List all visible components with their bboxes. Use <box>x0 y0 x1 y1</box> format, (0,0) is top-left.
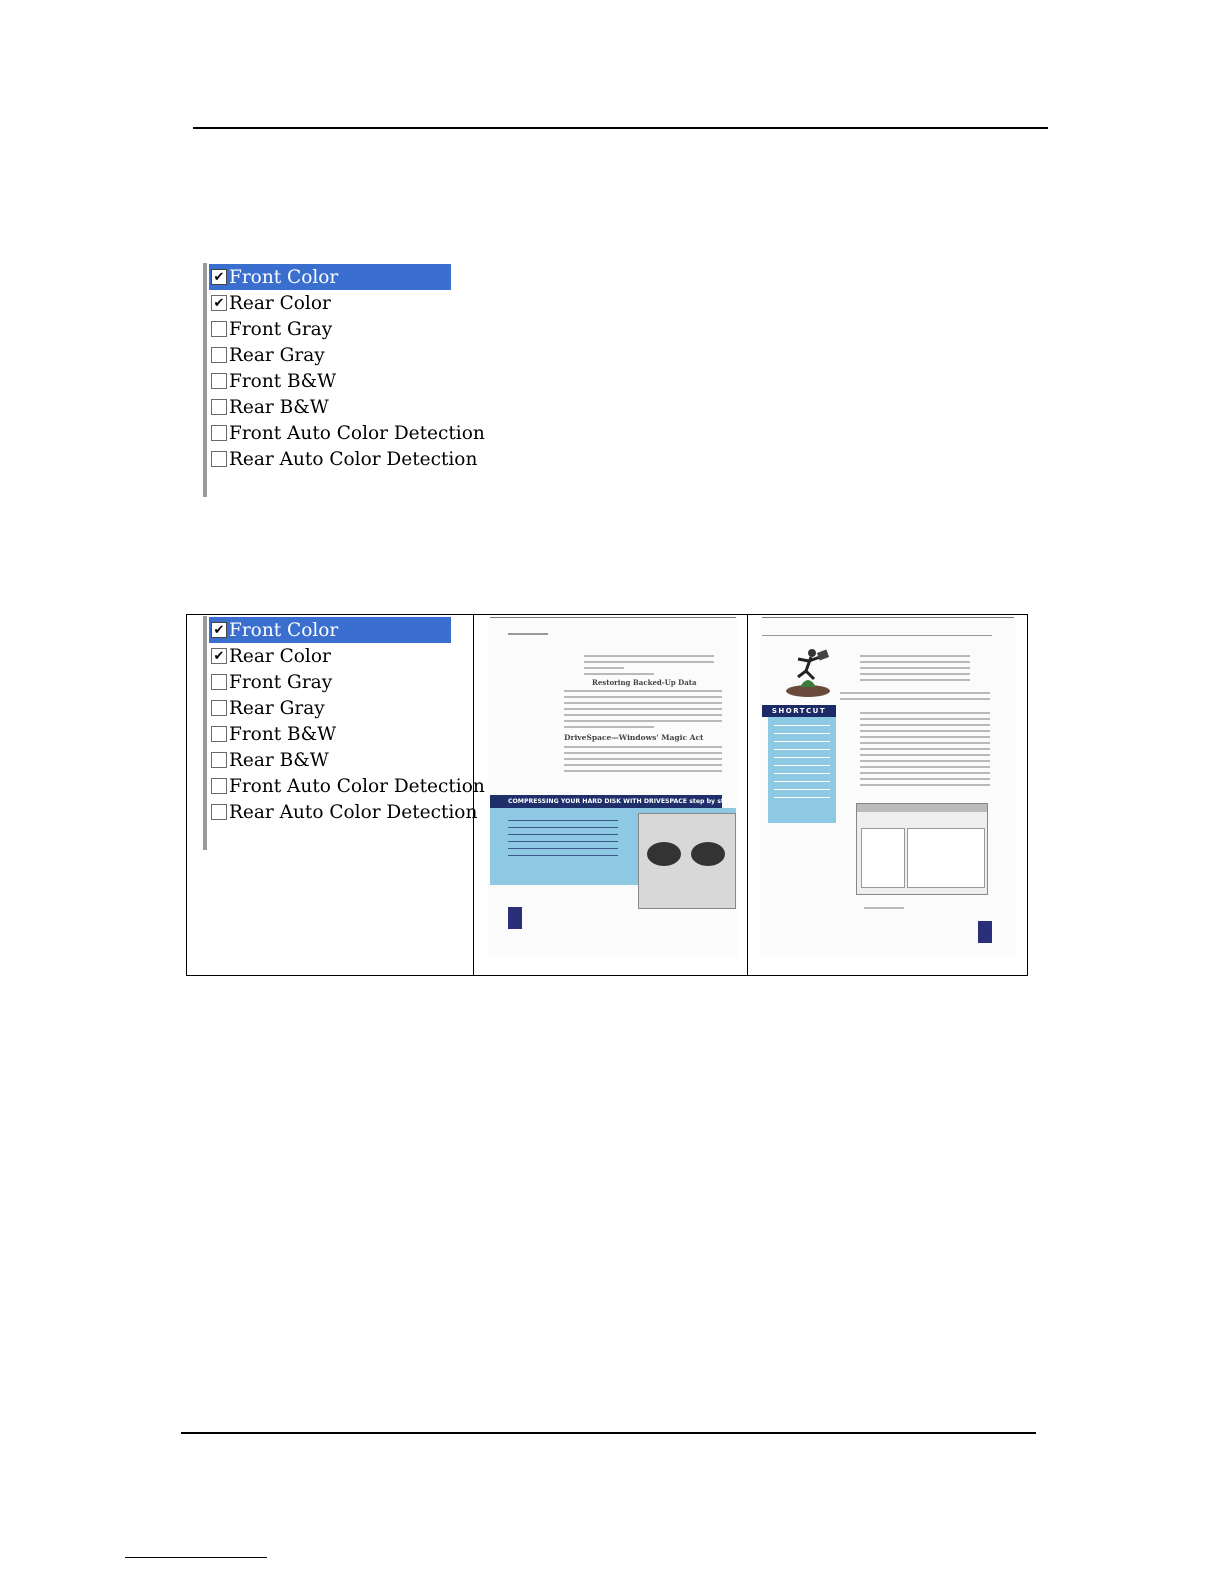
option-row[interactable] <box>209 368 451 394</box>
explorer-screenshot <box>856 803 988 895</box>
option-label: Rear Color <box>229 645 331 667</box>
table-cell-options <box>187 615 485 975</box>
option-row[interactable] <box>209 342 451 368</box>
option-label: Front Auto Color Detection <box>229 775 485 797</box>
checkbox[interactable] <box>211 373 227 389</box>
scan-option-list-top <box>203 263 485 497</box>
running-man-illustration <box>778 643 838 698</box>
option-label: Rear Auto Color Detection <box>229 448 478 470</box>
option-label: Front Auto Color Detection <box>229 422 485 444</box>
checkbox[interactable] <box>211 726 227 742</box>
checkbox[interactable] <box>211 700 227 716</box>
scan-option-list-table <box>203 616 485 850</box>
checkbox[interactable] <box>211 269 227 285</box>
option-label: Rear B&W <box>229 396 329 418</box>
section-heading: Restoring Backed-Up Data <box>592 678 697 687</box>
option-label: Rear Auto Color Detection <box>229 801 478 823</box>
checkbox[interactable] <box>211 778 227 794</box>
option-row[interactable] <box>209 669 451 695</box>
option-label: Front Gray <box>229 671 333 693</box>
rear-page-thumbnail <box>760 617 1016 957</box>
panel-border <box>203 263 207 497</box>
option-list <box>209 264 485 472</box>
band-title: COMPRESSING YOUR HARD DISK WITH DRIVESPACE step by step <box>490 795 722 808</box>
footnote-rule <box>125 1557 267 1558</box>
option-label: Front Color <box>229 619 339 641</box>
option-row[interactable] <box>209 695 451 721</box>
footer-rule <box>181 1432 1036 1434</box>
check-mark-icon: ✔ <box>213 295 225 311</box>
comparison-table <box>186 614 1028 976</box>
option-row[interactable] <box>209 747 451 773</box>
check-mark-icon: ✔ <box>213 269 225 285</box>
option-row[interactable] <box>209 420 485 446</box>
checkbox[interactable] <box>211 451 227 467</box>
page-number-block <box>978 921 992 943</box>
checkbox[interactable] <box>211 399 227 415</box>
checkbox[interactable] <box>211 622 227 638</box>
option-label: Rear Gray <box>229 697 325 719</box>
option-row[interactable] <box>209 264 451 290</box>
check-mark-icon: ✔ <box>213 648 225 664</box>
header-rule <box>193 127 1048 129</box>
section-heading: DriveSpace—Windows' Magic Act <box>564 733 704 742</box>
option-row[interactable] <box>209 773 485 799</box>
checkbox[interactable] <box>211 425 227 441</box>
checkbox[interactable] <box>211 321 227 337</box>
checkbox[interactable] <box>211 295 227 311</box>
shortcut-box <box>768 717 836 823</box>
panel-border <box>203 616 207 850</box>
option-label: Front B&W <box>229 370 337 392</box>
checkbox[interactable] <box>211 752 227 768</box>
option-row[interactable] <box>209 617 451 643</box>
option-row[interactable] <box>209 643 451 669</box>
checkbox[interactable] <box>211 648 227 664</box>
dialog-screenshot <box>638 813 736 909</box>
option-label: Rear Color <box>229 292 331 314</box>
option-row[interactable] <box>209 446 478 472</box>
checkbox[interactable] <box>211 674 227 690</box>
table-cell-rear-page <box>748 615 1027 975</box>
option-label: Rear B&W <box>229 749 329 771</box>
option-label: Front Gray <box>229 318 333 340</box>
check-mark-icon: ✔ <box>213 622 225 638</box>
option-label: Rear Gray <box>229 344 325 366</box>
checkbox[interactable] <box>211 804 227 820</box>
table-cell-front-page <box>474 615 748 975</box>
option-row[interactable] <box>209 799 478 825</box>
shortcut-label: SHORTCUT <box>762 705 836 717</box>
option-row[interactable] <box>209 394 451 420</box>
option-label: Front B&W <box>229 723 337 745</box>
checkbox[interactable] <box>211 347 227 363</box>
front-page-thumbnail <box>488 617 738 957</box>
page-number-block <box>508 907 522 929</box>
option-row[interactable] <box>209 290 451 316</box>
option-row[interactable] <box>209 721 451 747</box>
option-label: Front Color <box>229 266 339 288</box>
option-list <box>209 617 485 825</box>
option-row[interactable] <box>209 316 451 342</box>
